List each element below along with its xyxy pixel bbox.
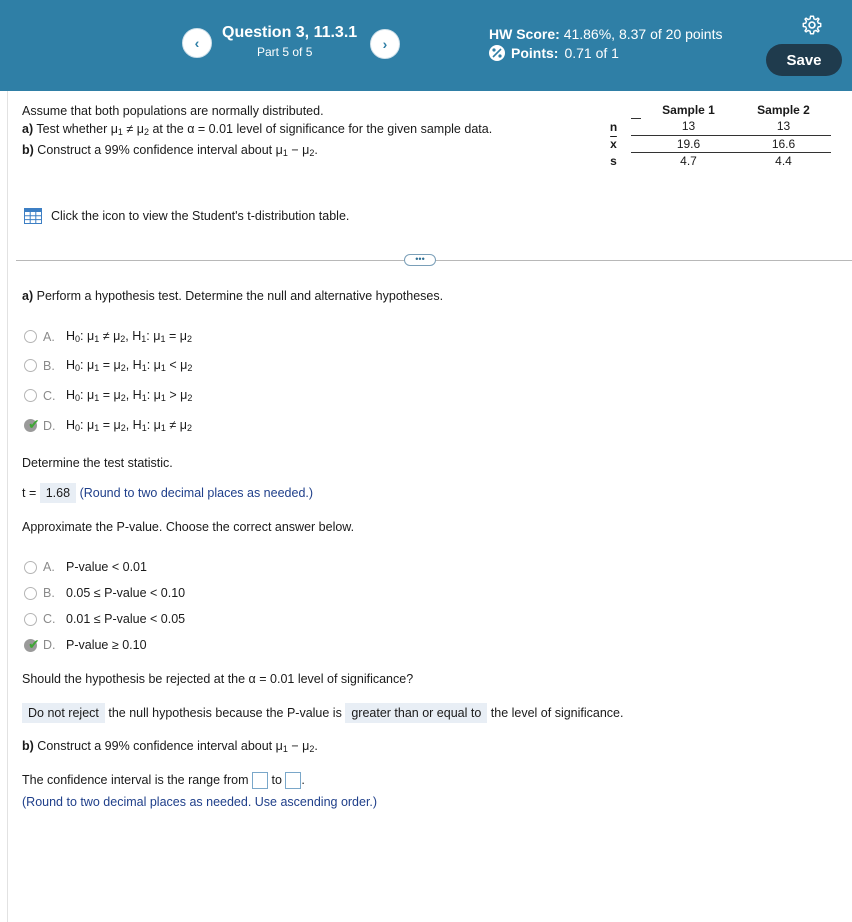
part-b-prompt <box>22 739 318 754</box>
test-stat-prompt: Determine the test statistic. <box>22 456 173 470</box>
h1-operator: = <box>168 329 177 343</box>
test-stat-answer-line <box>22 486 313 500</box>
option-letter: A. <box>43 560 55 574</box>
radio-button[interactable] <box>24 359 37 372</box>
chevron-left-icon: ‹ <box>194 35 200 51</box>
header-bar <box>0 0 852 91</box>
settings-gear-icon[interactable] <box>801 14 823 36</box>
subscript-1: 1 <box>160 393 166 403</box>
hypothesis-option-b[interactable] <box>24 358 192 373</box>
t-table-link[interactable] <box>24 208 349 224</box>
ci-lower-input[interactable] <box>252 772 268 789</box>
mu-symbol: μ <box>87 418 95 432</box>
problem-line-3-text-b: − μ <box>287 143 310 157</box>
table-header-row <box>596 101 831 118</box>
part-b-text-c: . <box>314 739 318 753</box>
h1-operator: < <box>169 358 177 372</box>
row-label-s: s <box>610 153 617 168</box>
points-label: Points: <box>511 45 559 61</box>
t-table-link-text: Click the icon to view the Student's t-distribution table. <box>51 209 350 223</box>
row-label-xbar: $\overline{x}$ <box>610 136 617 151</box>
subscript-1: 1 <box>282 744 288 754</box>
h1-operator: ≠ <box>169 418 177 432</box>
mu-symbol: μ <box>113 418 121 432</box>
correct-check-icon: ✔ <box>28 635 40 652</box>
radio-button-selected[interactable] <box>24 635 40 652</box>
t-round-hint: (Round to two decimal places as needed.) <box>79 486 314 500</box>
h-label: H <box>132 358 142 372</box>
problem-line-2-text-b: ≠ μ <box>122 122 144 136</box>
pvalue-option-d[interactable] <box>24 635 147 652</box>
subscript-1: 1 <box>160 334 166 344</box>
question-part: Part 5 of 5 <box>257 45 313 59</box>
content-rail <box>7 91 8 922</box>
pvalue-option-text: 0.01 ≤ P-value < 0.05 <box>66 612 186 626</box>
pvalue-option-a[interactable] <box>24 560 147 574</box>
partial-credit-icon <box>489 45 505 61</box>
problem-line-3 <box>22 141 492 162</box>
subscript-1: 1 <box>141 423 147 433</box>
hw-score-label: HW Score: <box>489 26 560 42</box>
h0-operator: = <box>102 358 111 372</box>
subscript-2: 2 <box>120 393 126 403</box>
subscript-1: 1 <box>282 148 288 158</box>
subscript-2: 2 <box>120 363 126 373</box>
previous-question-button[interactable] <box>182 28 212 58</box>
radio-button-selected[interactable] <box>24 416 40 432</box>
pvalue-option-text: 0.05 ≤ P-value < 0.10 <box>66 586 186 600</box>
next-question-button[interactable] <box>370 29 400 59</box>
subscript-2: 2 <box>187 393 193 403</box>
mu-symbol: μ <box>153 418 161 432</box>
hypothesis-text: $H_0$: $\mu_1 = \mu_2$, $H_1$: $\mu_1 > \mu_2$ <box>66 388 193 403</box>
t-value-answer[interactable]: 1.68 <box>40 483 76 503</box>
reject-prompt: Should the hypothesis be rejected at the α = 0.01 level of significance? <box>22 672 414 686</box>
sample-data-table <box>596 101 831 169</box>
part-b-text-a: Construct a 99% confidence interval about μ <box>37 739 283 753</box>
option-letter: A. <box>43 329 55 344</box>
table-row <box>596 135 831 152</box>
decision-line <box>22 706 623 720</box>
pvalue-option-text: P-value ≥ 0.10 <box>66 638 147 652</box>
subscript-1: 1 <box>117 127 123 137</box>
mu-symbol: μ <box>113 329 121 343</box>
h-label: H <box>66 329 76 343</box>
mu-symbol: μ <box>87 388 95 402</box>
table-row <box>596 152 831 169</box>
table-corner <box>596 101 631 118</box>
cell-s-sample-2: 4.4 <box>775 153 792 168</box>
table-gap <box>631 135 641 152</box>
cell-xbar-sample-1: 19.6 <box>641 135 736 152</box>
problem-line-2-text-c: at the α = 0.01 level of significance for the given sample data. <box>148 122 493 136</box>
sub-0: 0 <box>75 363 81 373</box>
save-button[interactable]: Save <box>766 44 842 76</box>
hypothesis-text: $H_0$: $\mu_1 = \mu_2$, $H_1$: $\mu_1 < \mu_2$ <box>66 358 193 373</box>
problem-line-2 <box>22 120 492 141</box>
table-row <box>596 118 831 135</box>
ci-hint: (Round to two decimal places as needed. Use ascending order.) <box>22 795 378 809</box>
subscript-2: 2 <box>187 363 193 373</box>
subscript-1: 1 <box>160 363 166 373</box>
comparison-answer[interactable]: greater than or equal to <box>345 703 487 723</box>
option-letter: C. <box>43 388 56 403</box>
radio-button[interactable] <box>24 389 37 402</box>
part-a-label: a) <box>22 289 34 303</box>
subscript-1: 1 <box>141 334 147 344</box>
mu-symbol: μ <box>153 329 161 343</box>
ci-prefix: The confidence interval is the range from <box>22 772 249 787</box>
table-gap <box>631 118 641 135</box>
h1-operator: > <box>169 388 177 402</box>
cell-xbar-sample-2: 16.6 <box>736 135 831 152</box>
mu-symbol: μ <box>180 358 188 372</box>
hypothesis-option-a[interactable] <box>24 329 192 344</box>
option-letter: B. <box>43 358 55 373</box>
expand-more-button[interactable]: ••• <box>404 254 436 266</box>
part-a-prompt <box>22 289 443 303</box>
subscript-1: 1 <box>141 393 147 403</box>
mu-symbol: μ <box>179 329 187 343</box>
problem-line-2-text-a: Test whether μ <box>36 122 118 136</box>
mu-symbol: μ <box>113 358 121 372</box>
part-b-label: b) <box>22 739 34 753</box>
option-letter: B. <box>43 586 55 600</box>
pvalue-option-b[interactable] <box>24 586 185 600</box>
ci-to: to <box>271 772 282 787</box>
t-prefix: t = <box>22 486 37 500</box>
table-gap <box>631 101 641 118</box>
subscript-1: 1 <box>94 423 100 433</box>
problem-line-3-text-c: . <box>314 143 318 157</box>
pvalue-option-c[interactable] <box>24 612 185 626</box>
subscript-2: 2 <box>120 334 126 344</box>
mu-symbol: μ <box>180 388 188 402</box>
table-grid-icon[interactable] <box>24 208 42 224</box>
ci-end: . <box>301 772 305 787</box>
cell-n-sample-2: 13 <box>736 118 831 135</box>
ci-upper-input[interactable] <box>285 772 301 789</box>
sub-0: 0 <box>75 393 81 403</box>
h-label: H <box>66 388 76 402</box>
h-label: H <box>66 358 76 372</box>
subscript-2: 2 <box>143 127 149 137</box>
mu-symbol: μ <box>153 388 161 402</box>
header-sample-1: Sample 1 <box>662 102 715 117</box>
problem-statement <box>22 102 492 162</box>
sub-0: 0 <box>75 423 81 433</box>
subscript-1: 1 <box>141 363 147 373</box>
subscript-1: 1 <box>94 393 100 403</box>
part-a-marker: a) <box>22 122 34 136</box>
mu-symbol: μ <box>87 358 95 372</box>
h0-operator: = <box>102 418 111 432</box>
h-label: H <box>132 418 142 432</box>
sub-0: 0 <box>75 334 81 344</box>
h-label: H <box>66 418 76 432</box>
mu-symbol: μ <box>113 388 121 402</box>
hw-score <box>489 26 722 42</box>
hypothesis-option-d[interactable] <box>24 418 192 433</box>
table-gap <box>631 152 641 169</box>
hypothesis-option-c[interactable] <box>24 388 192 403</box>
h-label: H <box>132 329 142 343</box>
row-label-n: n <box>609 119 618 134</box>
subscript-2: 2 <box>309 744 315 754</box>
subscript-1: 1 <box>94 334 100 344</box>
decision-answer[interactable]: Do not reject <box>22 703 105 723</box>
part-a-text: Perform a hypothesis test. Determine the null and alternative hypotheses. <box>36 289 444 303</box>
problem-line-1: Assume that both populations are normally distributed. <box>22 104 324 118</box>
mu-symbol: μ <box>153 358 161 372</box>
decision-mid-text: the null hypothesis because the P-value is <box>108 706 342 720</box>
points-value: 0.71 of 1 <box>564 45 619 61</box>
h-label: H <box>132 388 142 402</box>
cell-n-sample-1: 13 <box>641 118 736 135</box>
points <box>489 45 619 61</box>
subscript-2: 2 <box>186 423 192 433</box>
mu-symbol: μ <box>179 418 187 432</box>
radio-button[interactable] <box>24 330 37 343</box>
problem-line-3-text-a: Construct a 99% confidence interval about μ <box>37 143 283 157</box>
radio-button[interactable] <box>24 613 37 626</box>
part-b-text-b: − μ <box>287 739 310 753</box>
correct-check-icon: ✔ <box>28 416 40 432</box>
header-sample-2: Sample 2 <box>757 102 810 117</box>
mu-symbol: μ <box>87 329 95 343</box>
subscript-2: 2 <box>309 148 315 158</box>
chevron-right-icon: › <box>382 36 388 52</box>
option-letter: C. <box>43 612 56 626</box>
subscript-2: 2 <box>186 334 192 344</box>
option-letter: D. <box>43 638 56 652</box>
subscript-1: 1 <box>94 363 100 373</box>
option-letter: D. <box>43 418 56 433</box>
hypothesis-text: $H_0$: $\mu_1 = \mu_2$, $H_1$: $\mu_1 \ne \mu_2$ <box>66 418 192 433</box>
cell-s-sample-1: 4.7 <box>680 153 697 168</box>
decision-end-text: the level of significance. <box>490 706 624 720</box>
question-title: Question 3, 11.3.1 <box>222 24 358 41</box>
subscript-1: 1 <box>160 423 166 433</box>
part-b-marker: b) <box>22 143 34 157</box>
h0-operator: ≠ <box>102 329 110 343</box>
subscript-2: 2 <box>120 423 126 433</box>
pvalue-prompt: Approximate the P-value. Choose the correct answer below. <box>22 520 355 534</box>
h0-operator: = <box>102 388 111 402</box>
hypothesis-text: $H_0$: $\mu_1 \ne \mu_2$, $H_1$: $\mu_1 = \mu_2$ <box>66 329 192 344</box>
ci-line <box>22 772 305 789</box>
radio-button[interactable] <box>24 561 37 574</box>
pvalue-option-text: P-value < 0.01 <box>66 560 147 574</box>
radio-button[interactable] <box>24 587 37 600</box>
hw-score-value: 41.86%, 8.37 of 20 points <box>563 26 723 42</box>
